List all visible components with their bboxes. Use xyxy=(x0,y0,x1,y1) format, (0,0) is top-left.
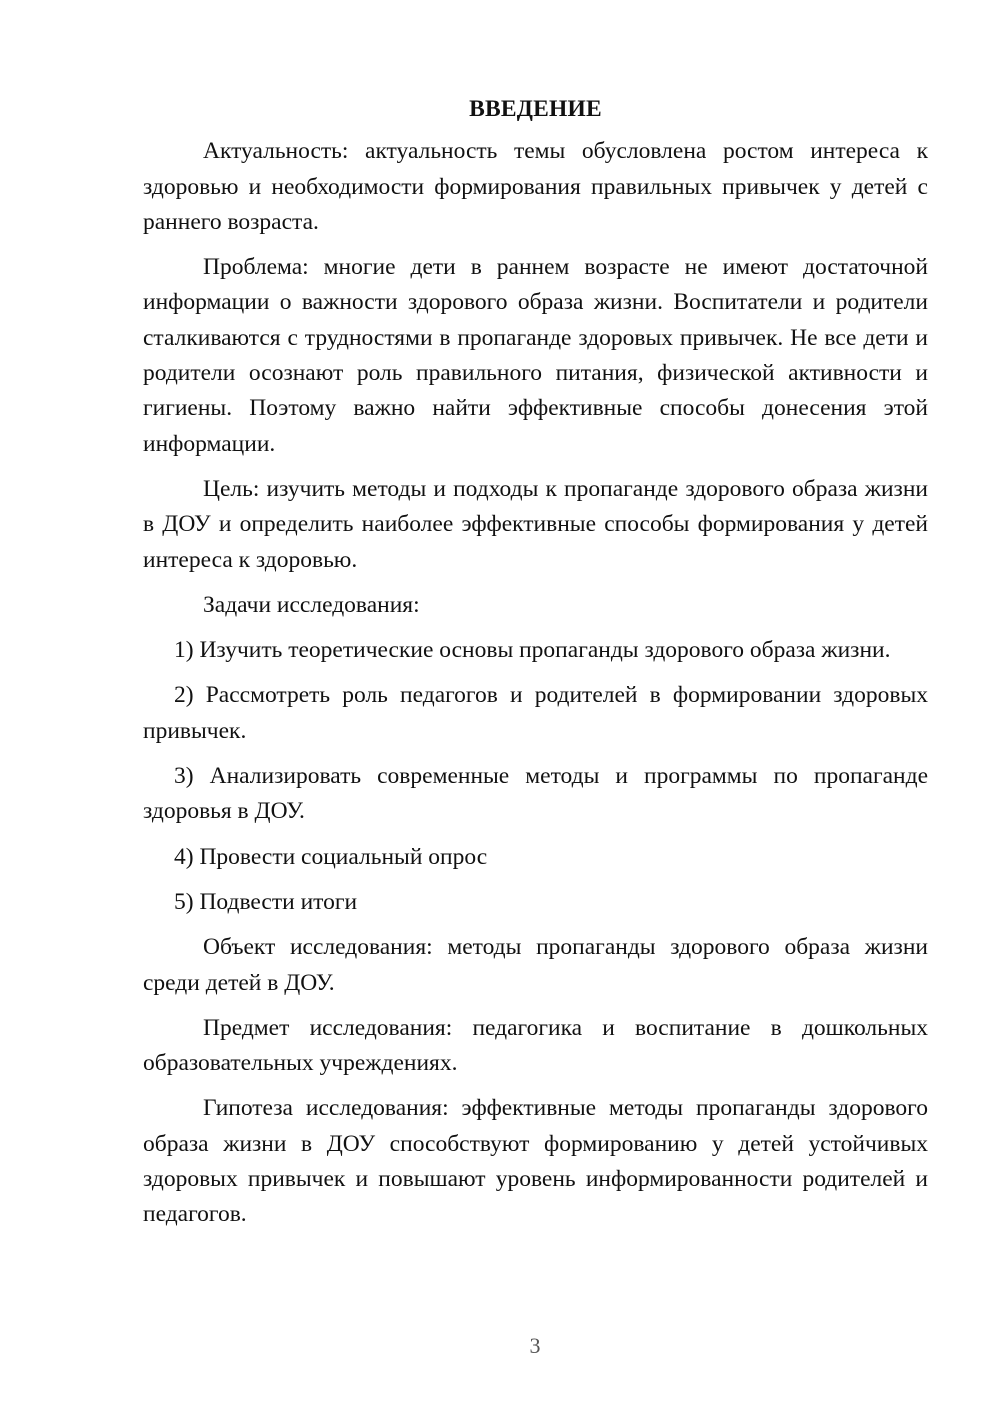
page-title: ВВЕДЕНИЕ xyxy=(469,96,602,122)
task-item: 1) Изучить теоретические основы пропаганды здорового образа жизни. xyxy=(174,637,891,664)
page-number: 3 xyxy=(529,1333,541,1358)
problem-paragraph: Проблема: многие дети в раннем возрасте не имеют достаточной информации о важности здорового образа жизни. Воспитатели и родители сталкиваются с трудностями в пропаганде здоровых привычек. Не все дети и родители осознают роль правильного питания, физической активности и гигиены. Поэтому важно найти эффективные способы донесения этой информации. xyxy=(143,254,928,457)
task-item: 3) Анализировать современные методы и программы по пропаганде здоровья в ДОУ. xyxy=(143,763,928,825)
relevance-paragraph: Актуальность: актуальность темы обусловлена ростом интереса к здоровью и необходимости формирования правильных привычек у детей с раннего возраста. xyxy=(143,138,928,235)
page-content xyxy=(143,92,928,1233)
subject-paragraph: Предмет исследования: педагогика и воспитание в дошкольных образовательных учреждениях. xyxy=(143,1014,928,1077)
task-item: 2) Рассмотреть роль педагогов и родителей в формировании здоровых привычек. xyxy=(143,682,928,744)
tasks-list xyxy=(143,633,928,920)
goal-paragraph: Цель: изучить методы и подходы к пропаганде здорового образа жизни в ДОУ и определить наиболее эффективные способы формирования у детей интереса к здоровью. xyxy=(143,475,928,573)
tasks-heading: Задачи исследования: xyxy=(203,591,420,618)
task-item: 5) Подвести итоги xyxy=(174,888,358,915)
hypothesis-paragraph: Гипотеза исследования: эффективные методы пропаганды здорового образа жизни в ДОУ способствуют формированию у детей устойчивых здоровых привычек и повышают уровень информированности родителей и педагогов. xyxy=(143,1095,928,1228)
object-paragraph: Объект исследования: методы пропаганды здорового образа жизни среди детей в ДОУ. xyxy=(143,934,928,996)
task-item: 4) Провести социальный опрос xyxy=(174,843,488,870)
